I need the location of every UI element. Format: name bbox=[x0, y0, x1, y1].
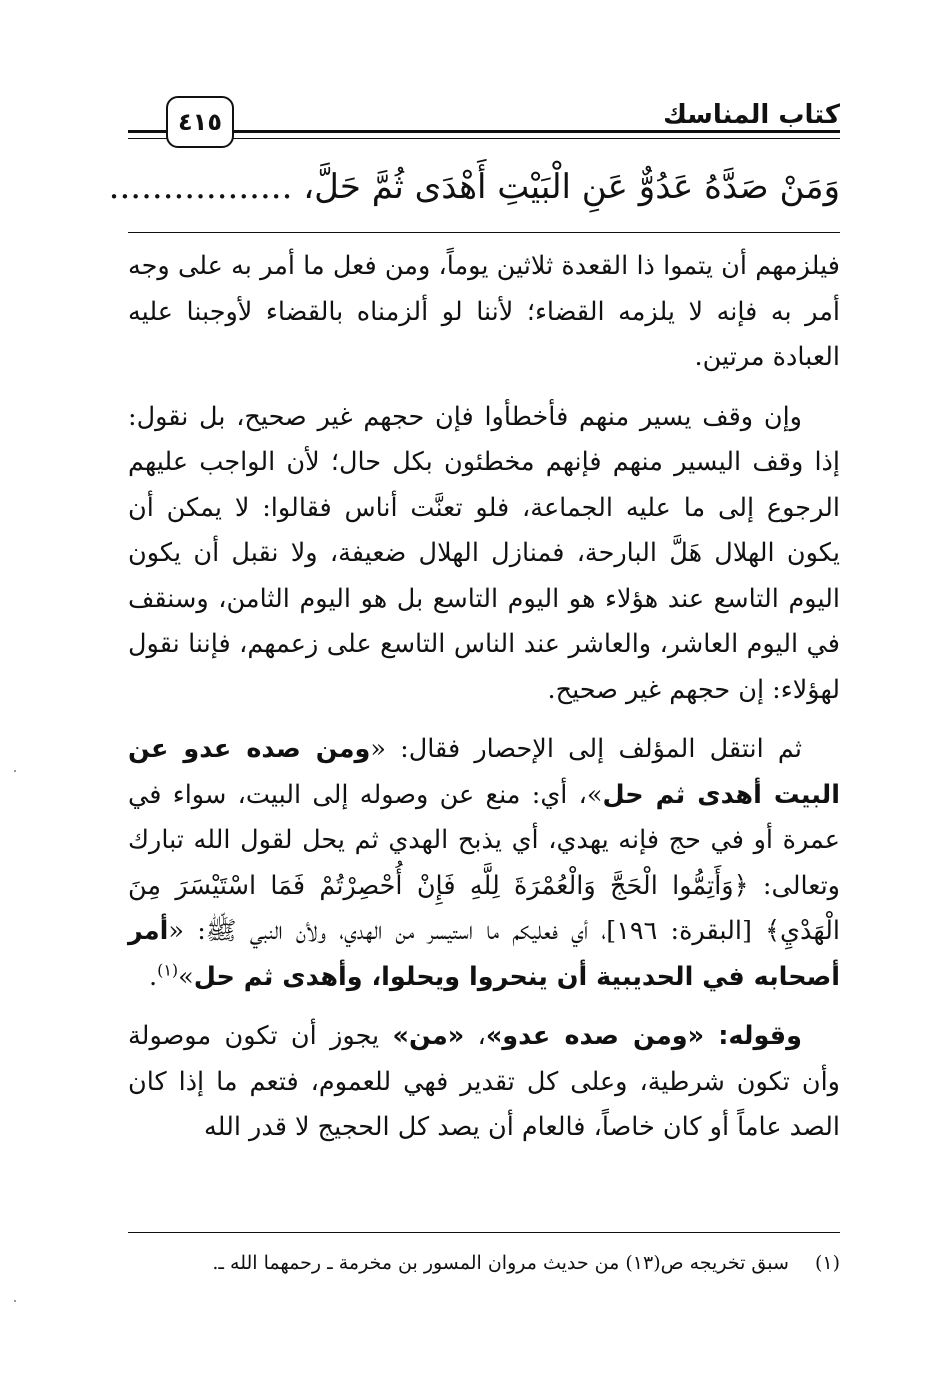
paragraph-3-text-a: ثم انتقل المؤلف إلى الإحصار فقال: « bbox=[370, 734, 802, 764]
paragraph-3-text-b: »، أي: منع عن وصوله إلى البيت، سواء في عمرة أو في حج فإنه يهدي، أي يذبح الهدي ثم يحل لقول الله تبارك وتعالى: bbox=[128, 779, 840, 901]
footnote-number: (١) bbox=[814, 1252, 840, 1274]
page-header bbox=[128, 96, 840, 150]
paragraph-3-text-d: » bbox=[178, 961, 194, 992]
paragraph-1: فيلزمهم أن يتموا ذا القعدة ثلاثين يوماً، ومن فعل ما أمر به على وجه أمر به فإنه لا يلزمه القضاء؛ لأننا لو ألزمناه بالقضاء لأوجبنا عليه العبادة مرتين. bbox=[128, 251, 840, 372]
footnote-divider bbox=[128, 1232, 840, 1233]
paragraph-4-bold-b: «من» bbox=[392, 1021, 465, 1051]
quran-verse: ﴿وَأَتِمُّوا الْحَجَّ وَالْعُمْرَةَ لِلَّهِ فَإِنْ أُحْصِرْتُمْ فَمَا اسْتَيْسَرَ مِنَ الْهَدْيِ﴾ bbox=[128, 870, 840, 946]
matn-quote-bold: ومن صده عدو عن البيت أهدى ثم حل bbox=[128, 734, 840, 810]
paragraph-3-end: . bbox=[148, 961, 158, 992]
header-left-rule-thin bbox=[128, 138, 168, 139]
scan-speck bbox=[14, 1300, 16, 1302]
paragraph-3-text-c: [البقرة: ١٩٦]، أي فعليكم ما استيسر من الهدي، ولأن النبي ﷺ: « bbox=[168, 916, 766, 946]
paragraph-4 bbox=[128, 1014, 840, 1151]
paragraph-4-text-a: ، bbox=[464, 1021, 486, 1051]
header-left-rule-thick bbox=[128, 130, 168, 133]
footnote bbox=[128, 1248, 840, 1278]
header-rule-thick bbox=[224, 130, 840, 133]
scan-speck bbox=[14, 770, 16, 772]
paragraph-3 bbox=[128, 727, 840, 1000]
commentary-body bbox=[128, 244, 840, 1151]
page-number: ٤١٥ bbox=[166, 96, 234, 148]
header-rule-thin bbox=[224, 138, 840, 139]
footnote-reference: (١) bbox=[157, 960, 179, 979]
paragraph-2: وإن وقف يسير منهم فأخطأوا فإن حجهم غير صحيح، بل نقول: إذا وقف اليسير منهم فإنهم مخطئون بكل حال؛ لأن الواجب عليهم الرجوع إلى ما عليه الجماعة، فلو تعنَّت أناس فقالوا: لا يمكن أن يكون الهلال هَلَّ البارحة، فمنازل الهلال ضعيفة، ولا نقبل أن يكون اليوم التاسع عند هؤلاء هو اليوم التاسع بل هو اليوم الثامن، وسنقف في اليوم العاشر، والعاشر عند الناس التاسع على زعمهم، فإننا نقول لهؤلاء: إن حجهم غير صحيح. bbox=[128, 401, 840, 705]
book-title: كتاب المناسك bbox=[663, 100, 840, 130]
hadith-quote-bold: أمر أصحابه في الحديبية أن ينحروا ويحلوا، وأهدى ثم حل bbox=[128, 916, 840, 992]
paragraph-4-bold-a: وقوله: «ومن صده عدو» bbox=[485, 1021, 802, 1051]
matn-divider bbox=[128, 232, 840, 233]
footnote-text: سبق تخريجه ص(١٣) من حديث مروان المسور بن مخرمة ـ رحمهما الله ـ. bbox=[212, 1252, 789, 1274]
paragraph-4-text-b: يجوز أن تكون موصولة وأن تكون شرطية، وعلى كل تقدير فهي للعموم، فتعم ما إذا كان الصد عاماً أو كان خاصاً، فالعام أن يصد كل الحجيج لا قدر الله bbox=[128, 1021, 840, 1142]
matn-line: وَمَنْ صَدَّهُ عَدُوٌّ عَنِ الْبَيْتِ أَهْدَى ثُمَّ حَلَّ، ................. bbox=[108, 167, 840, 207]
